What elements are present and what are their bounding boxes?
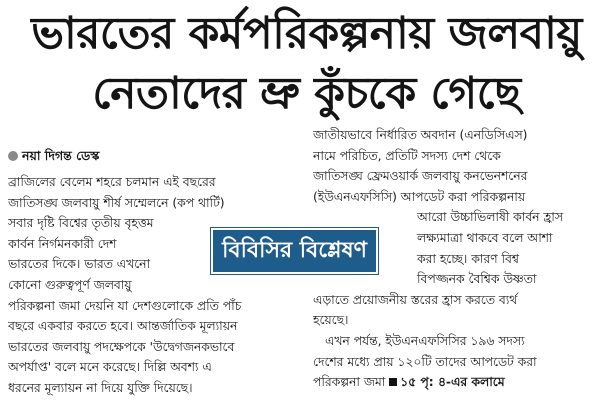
text-line: সবার দৃষ্টি বিশ্বের তৃতীয় বৃহত্তম [8,216,154,231]
text-line: কোনো গুরুত্বপূর্ণ জলবায়ু [8,277,132,292]
text-line: জাতিসঙ্ঘ ফ্রেমওয়ার্ক জলবায়ু কনভেনশনের [313,169,528,184]
headline-line-1: ভারতের কর্মপরিকল্পনায় জলবায়ু [31,8,582,59]
headline-line-2: নেতাদের ভ্রু কুঁচকে গেছে [92,68,521,119]
byline [8,148,99,168]
text-line: আরো উচ্চাভিলাষী কার্বন হ্রাস [417,210,563,225]
text-line: পরিকল্পনা জমা দেয়নি যা দেশগুলোকে প্রতি পাঁচ [8,298,242,313]
text-line: ব্রাজিলের বেলেম শহরে চলমান এই বছরের [8,175,216,189]
square-bullet-icon [389,378,397,386]
text-line: করা হচ্ছে। কারণ বিশ্ব [417,251,519,266]
text-line: বছরে একবার করতে হবে। আন্তর্জাতিক মূল্যায়ন [8,319,238,334]
byline-text: নয়া দিগন্ত ডেস্ক [22,148,100,163]
text-line: ভারতের জলবায়ু পদক্ষেপকে 'উদ্বেগজনকভাবে [8,339,235,354]
text-line-last [313,372,607,393]
text-line: ধরনের মূল্যায়ন না দিয়ে যুক্তি দিয়েছে। [8,380,193,395]
article-left-column [8,172,306,399]
text-line: এখন পর্যন্ত, ইউএনএফসিসির ১৯৬ সদস্য [325,333,525,348]
bullet-dot-icon [8,151,18,161]
text-line: (ইউএনএফসিসি) আপডেট করা পরিকল্পনায় [313,189,526,204]
text-line: লক্ষ্যমাত্রা থাকবে বলে আশা [417,230,553,245]
text-line: কার্বন নির্গমনকারী দেশ [8,236,117,251]
text-line: অপর্যাপ্ত' বলে মনে করেছে। দিল্লি অবশ্য এ [8,360,212,375]
text-line: জাতিসঙ্ঘ জলবায়ু শীর্ষ সম্মেলনে (কপ থার্টি) [8,195,225,210]
text-line-end: পরিকল্পনা জমা [313,375,386,390]
text-line: ভারতের দিকে। ভারত এখনো [8,257,151,272]
text-line: এড়াতে প্রয়োজনীয় স্তরের হ্রাস করতে ব্যর্থ [313,292,518,307]
continuation-note[interactable] [389,375,504,389]
text-line: বিপজ্জনক বৈশ্বিক উষ্ণতা [417,272,537,287]
text-line: হয়েছে। [313,313,349,328]
bbc-analysis-badge: বিবিসির বিশ্লেষণ [211,228,378,274]
continuation-text: ১৫ পৃ: ৪-এর কলামে [400,375,505,390]
text-line: নামে পরিচিত, প্রতিটি সদস্য দেশ থেকে [313,148,501,163]
text-line: জাতীয়ভাবে নির্ধারিত অবদান (এনডিসিএস) [313,128,528,142]
text-line: দেশের মধ্যে প্রায় ১২০টি তাদের আপডেট করা [313,354,537,369]
